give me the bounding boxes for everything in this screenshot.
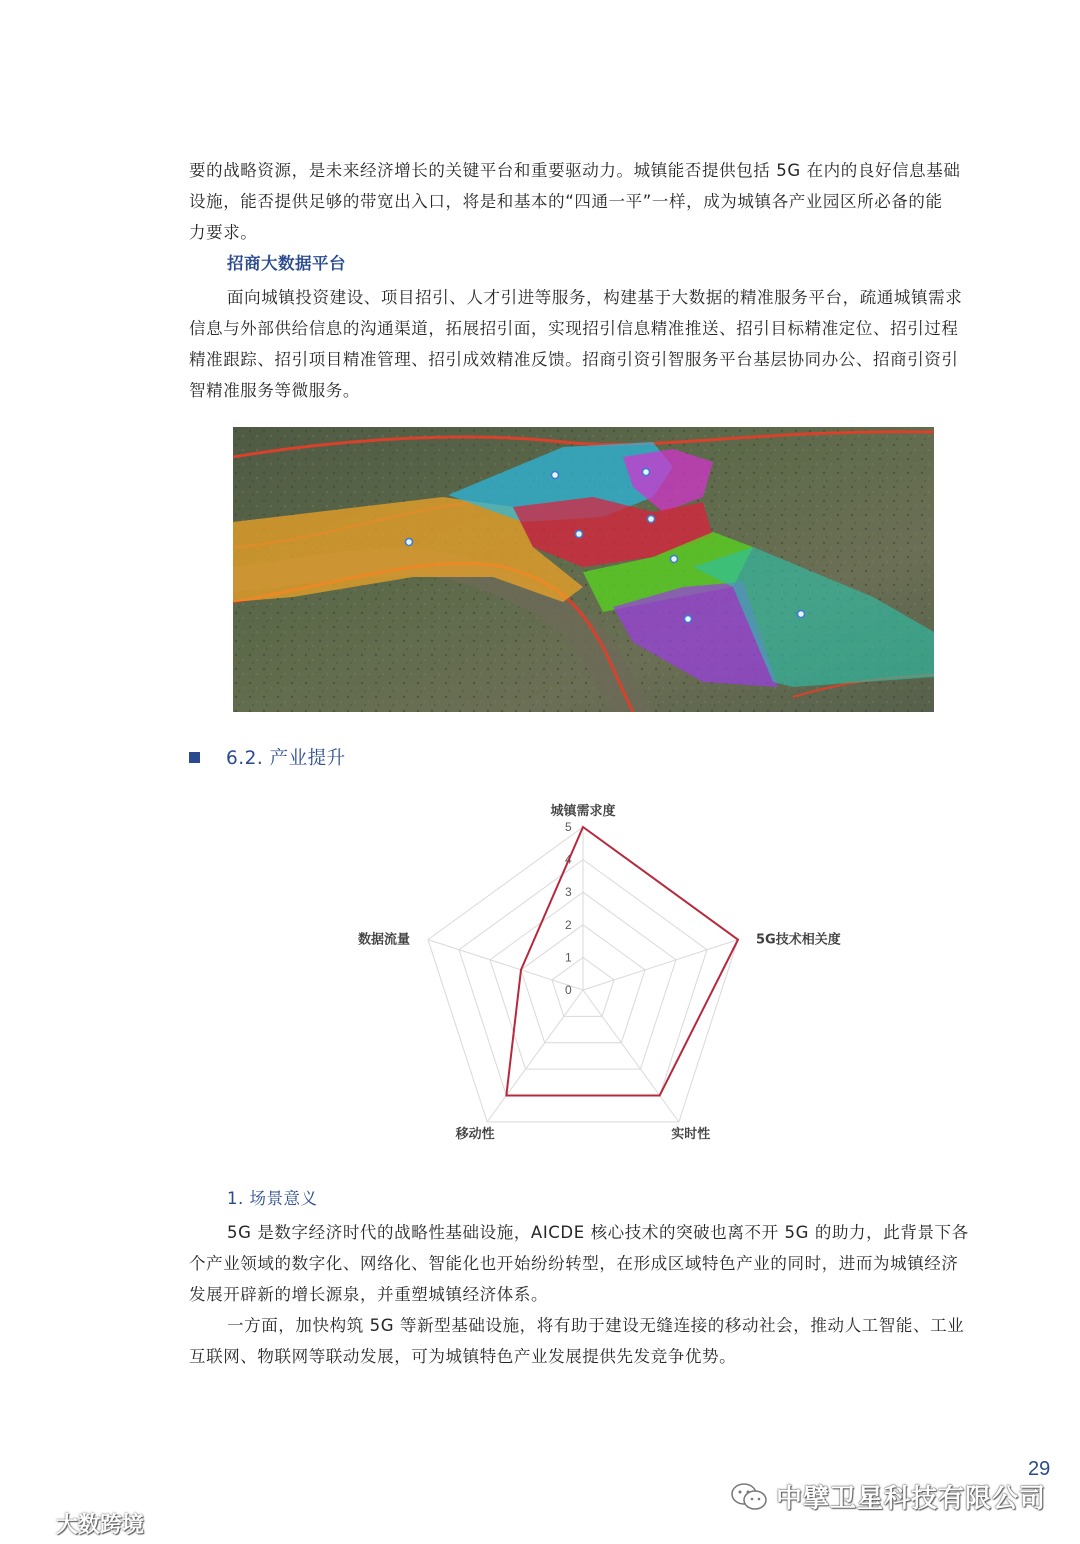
scene-p1-line-2: 个产业领域的数字化、网络化、智能化也开始纷纷转型，在形成区域特色产业的同时，进而为城镇经济 [189,1254,959,1273]
radar-axis-label: 数据流量 [357,932,410,948]
intro-paragraph [189,155,981,248]
radar-grid [428,827,738,1122]
scene-p1-line-3: 发展开辟新的增长源泉，并重塑城镇经济体系。 [189,1285,549,1304]
scene-paragraph-1 [189,1217,981,1310]
scene-p2-line-1: 一方面，加快构筑 5G 等新型基础设施，将有助于建设无缝连接的移动社会，推动人工智能、工业 [227,1316,965,1335]
radar-axis-labels [358,803,841,1140]
section-title: 6.2. 产业提升 [226,748,346,769]
section-heading [189,744,346,770]
site-logo-icon [8,1512,52,1536]
radar-axis-label: 实时性 [671,1126,711,1140]
radar-axis-label: 城镇需求度 [550,804,616,819]
watermark-company [730,1478,1046,1515]
page-number: 29 [1028,1458,1051,1480]
scene-p1-line-1: 5G 是数字经济时代的战略性基础设施，AICDE 核心技术的突破也离不开 5G 的助力，此背景下各 [227,1223,969,1242]
intro-line-1: 要的战略资源，是未来经济增长的关键平台和重要驱动力。城镇能否提供包括 5G 在内的良好信息基础 [189,161,961,180]
platform-paragraph [189,282,981,406]
platform-heading: 招商大数据平台 [227,254,346,273]
radar-tick-label: 4 [565,852,572,867]
watermark-company-text: 中擘卫星科技有限公司 [776,1484,1047,1514]
radar-spoke [428,940,583,990]
radar-tick-label: 3 [565,885,572,900]
radar-axis-label: 5G技术相关度 [756,932,841,948]
radar-spoke [583,940,738,990]
radar-axis-label: 移动性 [455,1126,495,1140]
scene-p2-line-2: 互联网、物联网等联动发展，可为城镇特色产业发展提供先发竞争优势。 [189,1347,737,1366]
platform-line-1: 面向城镇投资建设、项目招引、人才引进等服务，构建基于大数据的精准服务平台，疏通城镇需求 [227,288,963,307]
radar-tick-label: 1 [565,950,572,965]
radar-chart [340,795,860,1140]
platform-line-3: 精准跟踪、招引项目精准管理、招引成效精准反馈。招商引资引智服务平台基层协同办公、招商引资引 [189,350,959,369]
intro-line-3: 力要求。 [189,223,258,242]
radar-tick-label: 0 [565,983,572,997]
section-bullet-square [189,752,200,763]
radar-tick-label: 5 [565,820,572,834]
scene-heading: 1. 场景意义 [227,1189,318,1208]
platform-line-4: 智精准服务等微服务。 [189,381,360,400]
platform-line-2: 信息与外部供给信息的沟通渠道，拓展招引面，实现招引信息精准推送、招引目标精准定位、招引过程 [189,319,959,338]
intro-line-2: 设施，能否提供足够的带宽出入口，将是和基本的“四通一平”一样，成为城镇各产业园区所必备的能 [189,192,943,211]
wechat-icon [730,1482,768,1512]
watermark-site-text: 大数跨境 [56,1513,145,1538]
scene-paragraph-2 [189,1310,981,1372]
radar-scale-ticks [565,820,572,997]
satellite-map-image [233,427,934,712]
watermark-site [8,1508,144,1539]
radar-spoke [583,990,679,1122]
radar-tick-label: 2 [565,917,572,932]
radar-spoke [487,990,583,1122]
